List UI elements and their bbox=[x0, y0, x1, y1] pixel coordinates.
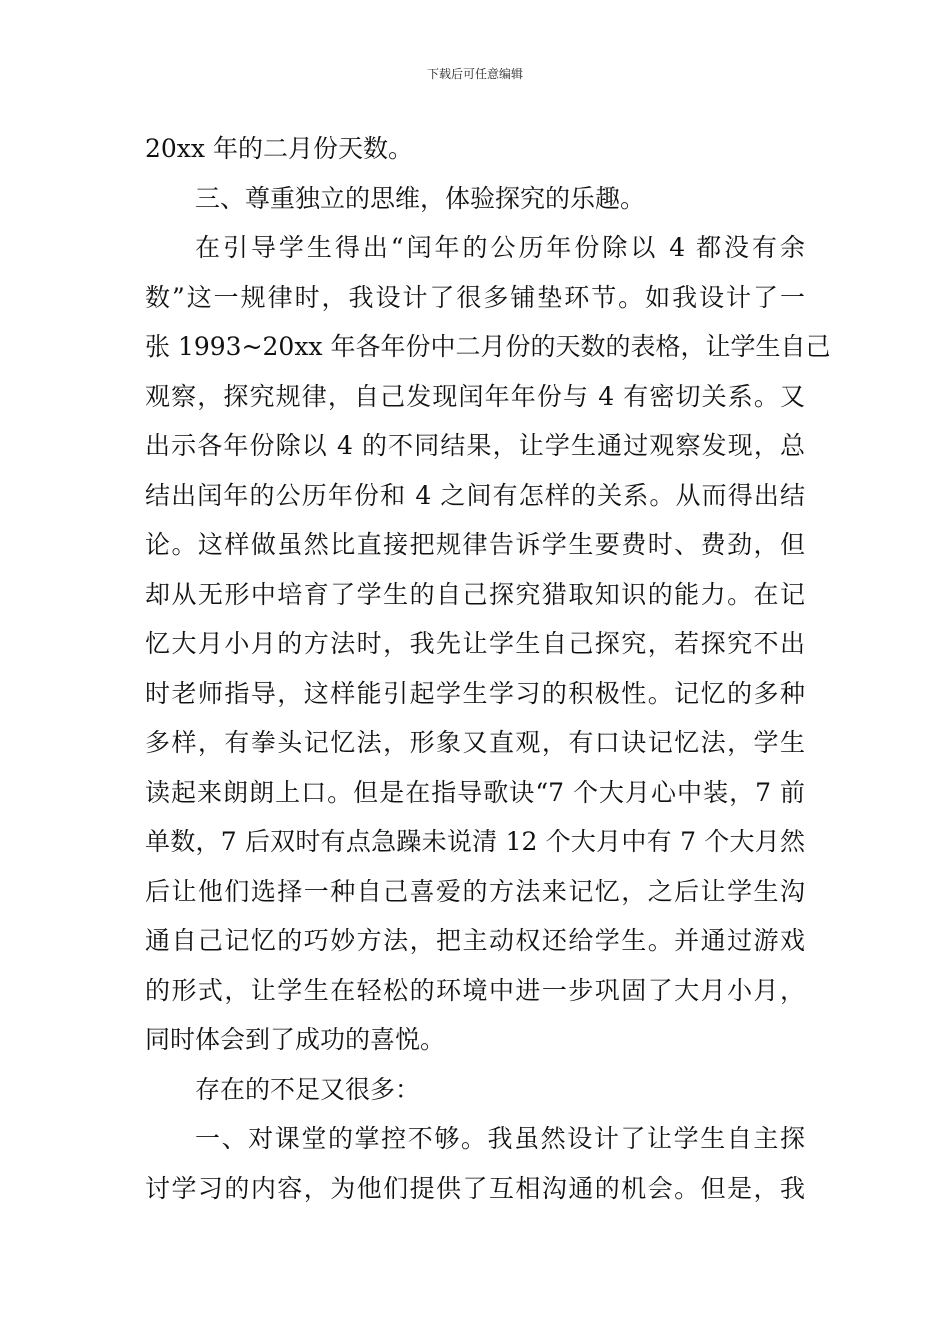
text-line: 论。这样做虽然比直接把规律告诉学生要费时、费劲，但 bbox=[145, 530, 805, 559]
document-body bbox=[145, 124, 831, 1213]
text-line: 一、对课堂的掌控不够。我虽然设计了让学生自主探 bbox=[195, 1124, 805, 1153]
text-line: 结出闰年的公历年份和 4 之间有怎样的关系。从而得出结 bbox=[145, 480, 805, 510]
text-line: 讨学习的内容，为他们提供了互相沟通的机会。但是，我 bbox=[145, 1173, 805, 1203]
page-header: 下载后可任意编辑 bbox=[426, 67, 523, 81]
text-line: 出示各年份除以 4 的不同结果，让学生通过观察发现，总 bbox=[145, 431, 805, 460]
text-line: 却从无形中培育了学生的自己探究猎取知识的能力。在记 bbox=[145, 579, 805, 609]
text-line: 观察，探究规律，自己发现闰年年份与 4 有密切关系。又 bbox=[145, 381, 805, 411]
text-line: 多样，有拳头记忆法，形象又直观，有口诀记忆法，学生 bbox=[145, 728, 805, 757]
text-line: 同时体会到了成功的喜悦。 bbox=[145, 1025, 446, 1054]
text-line: 单数，7 后双时有点急躁未说清 12 个大月中有 7 个大月然 bbox=[145, 827, 805, 856]
text-line: 存在的不足又很多： bbox=[195, 1074, 421, 1104]
text-line: 时老师指导，这样能引起学生学习的积极性。记忆的多种 bbox=[145, 678, 805, 708]
text-line: 读起来朗朗上口。但是在指导歌诀“7 个大月心中装，7 前 bbox=[145, 777, 805, 807]
text-line: 20xx 年的二月份天数。 bbox=[145, 134, 413, 163]
text-line: 数”这一规律时，我设计了很多铺垫环节。如我设计了一 bbox=[145, 282, 805, 312]
text-line: 忆大月小月的方法时，我先让学生自己探究，若探究不出 bbox=[145, 629, 805, 658]
text-line: 通自己记忆的巧妙方法，把主动权还给学生。并通过游戏 bbox=[145, 926, 805, 955]
text-line: 张 1993~20xx 年各年份中二月份的天数的表格，让学生自己 bbox=[145, 332, 831, 361]
text-line: 后让他们选择一种自己喜爱的方法来记忆，之后让学生沟 bbox=[145, 876, 805, 906]
text-line: 三、尊重独立的思维，体验探究的乐趣。 bbox=[195, 183, 646, 213]
text-line: 的形式，让学生在轻松的环境中进一步巩固了大月小月， bbox=[145, 975, 805, 1005]
text-line: 在引导学生得出“闰年的公历年份除以 4 都没有余 bbox=[195, 233, 805, 262]
